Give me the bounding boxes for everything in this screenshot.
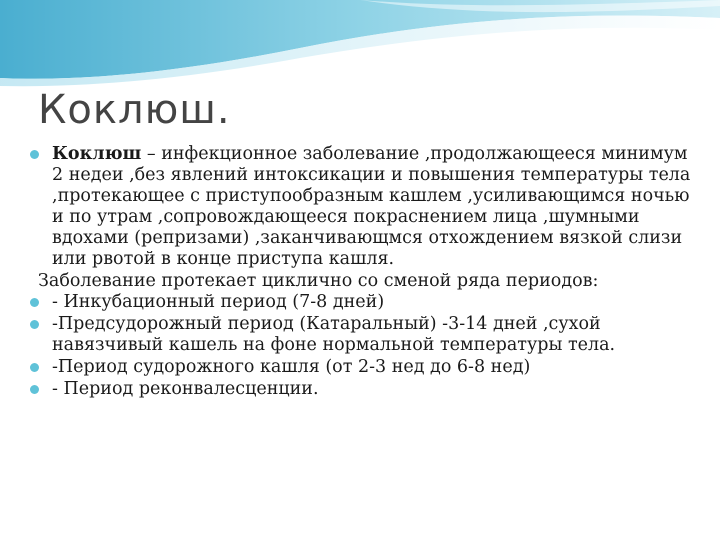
list-item-period xyxy=(26,314,696,356)
bullet-icon xyxy=(30,385,39,394)
bullet-icon xyxy=(30,363,39,372)
bullet-icon xyxy=(30,298,39,307)
period-text: -Предсудорожный период (Катаральный) -3-14 дней ,сухой навязчивый кашель на фоне нормальной температуры тела. xyxy=(52,314,616,355)
period-text: - Период реконвалесценции. xyxy=(52,379,319,399)
definition-term: Коклюш xyxy=(52,144,142,164)
definition-text: – инфекционное заболевание ,продолжающееся минимум 2 недеи ,без явлений интоксикации и повышения температуры тела ,протекающее с приступообразным кашлем ,усиливающимся ночью и по утрам ,сопровождающееся покраснением лица ,шумными вдохами (репризами) ,заканчивающмся отхождением вязкой слизи или рвотой в конце приступа кашля. xyxy=(52,144,691,269)
period-text: - Инкубационный период (7-8 дней) xyxy=(52,292,385,312)
list-item-period xyxy=(26,292,696,313)
bullet-icon xyxy=(30,320,39,329)
period-text: -Период судорожного кашля (от 2-3 нед до 6-8 нед) xyxy=(52,357,531,377)
list-item-period xyxy=(26,357,696,378)
list-item-period xyxy=(26,379,696,400)
periods-intro: Заболевание протекает циклично со сменой ряда периодов: xyxy=(38,271,599,291)
slide-content xyxy=(26,144,696,400)
bullet-icon xyxy=(30,150,39,159)
header-wave-decoration xyxy=(0,0,720,90)
list-item-definition xyxy=(26,144,696,270)
slide-title: Коклюш. xyxy=(38,87,231,133)
